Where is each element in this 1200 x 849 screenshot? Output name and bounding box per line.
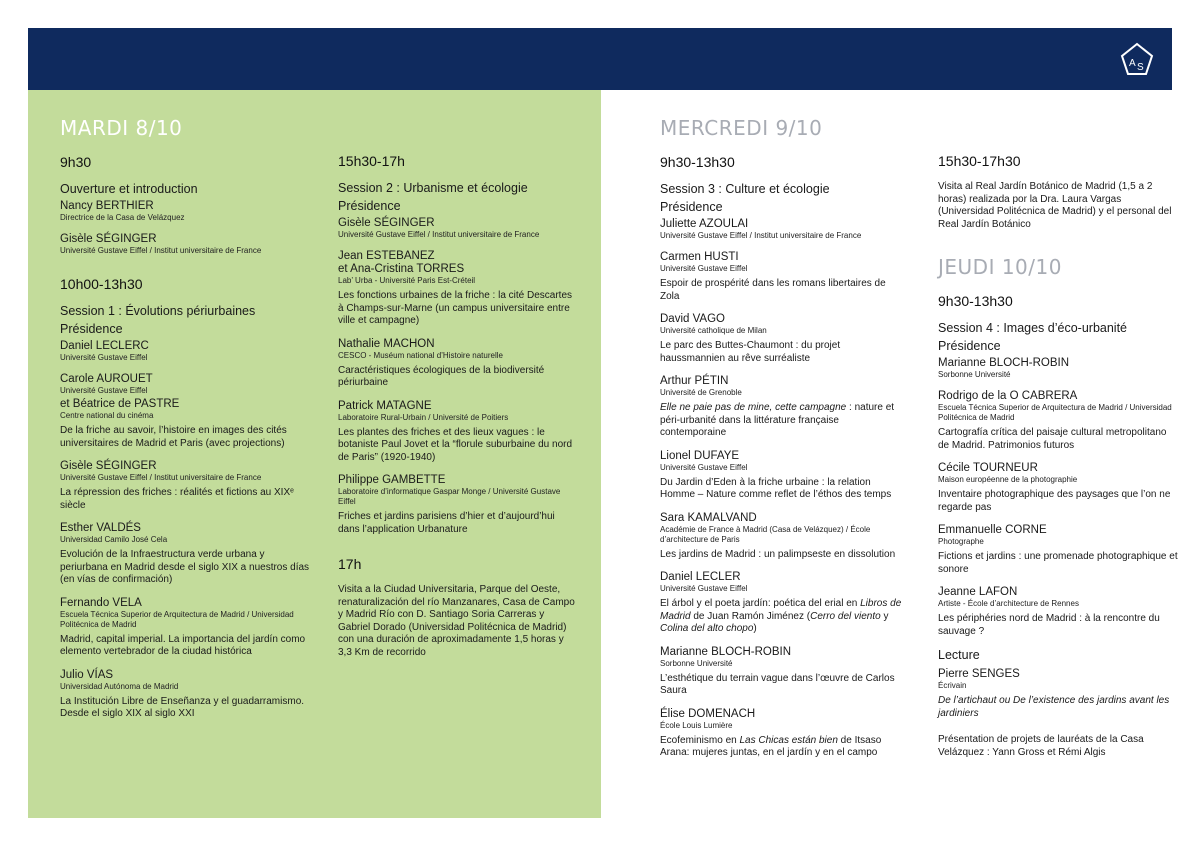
speaker-name: Cécile TOURNEUR bbox=[938, 462, 1038, 474]
talk-title bbox=[660, 735, 905, 760]
speaker-name: Emmanuelle CORNE bbox=[938, 524, 1047, 536]
talk-title-italic: Elle ne paie pas de mine, cette campagne bbox=[660, 402, 847, 413]
speaker-name: et Béatrice de PASTRE bbox=[60, 398, 180, 410]
speaker-affiliation: Escuela Técnica Superior de Arquitectura de Madrid / Universidad Politécnica de Madrid bbox=[938, 403, 1172, 422]
speaker-affiliation: Directrice de la Casa de Velázquez bbox=[60, 213, 185, 222]
talk-title-part: Ecofeminismo en bbox=[660, 734, 740, 746]
speaker-entry bbox=[660, 571, 905, 636]
speaker-affiliation: École Louis Lumière bbox=[660, 720, 733, 730]
talk-title: Caractéristiques écologiques de la biodiversité périurbaine bbox=[338, 364, 545, 388]
speaker-affiliation: Université Gustave Eiffel / Institut universitaire de France bbox=[338, 230, 540, 239]
talk-title-italic: Libros de Madrid bbox=[660, 598, 902, 622]
speaker-affiliation: Université Gustave Eiffel / Institut universitaire de France bbox=[60, 246, 262, 255]
speaker-name: Jeanne LAFON bbox=[938, 586, 1018, 598]
day-heading-tuesday: MARDI 8/10 bbox=[60, 116, 183, 140]
speaker-entry bbox=[938, 524, 1178, 576]
column-tuesday-afternoon bbox=[338, 153, 578, 659]
speaker-entry bbox=[60, 460, 310, 512]
speaker-entry bbox=[338, 474, 578, 536]
session-title: Session 2 : Urbanisme et écologie bbox=[338, 181, 528, 195]
talk-title: Cartografía crítica del paisaje cultural metropolitano de Madrid. Patrimonios futuros bbox=[938, 427, 1167, 451]
talk-title: Fictions et jardins : une promenade photographique et sonore bbox=[938, 551, 1178, 575]
speaker-entry bbox=[60, 669, 310, 721]
talk-title: Les périphéries nord de Madrid : à la rencontre du sauvage ? bbox=[938, 613, 1160, 637]
speaker-name: Élise DOMENACH bbox=[660, 707, 756, 720]
speaker-affiliation: Université de Grenoble bbox=[660, 388, 742, 397]
speaker-name: Carmen HUSTI bbox=[660, 251, 739, 263]
speaker-entry bbox=[60, 597, 310, 659]
lecture-heading: Lecture bbox=[938, 648, 980, 662]
speaker-affiliation: Maison européenne de la photographie bbox=[938, 475, 1078, 484]
speaker-affiliation: Sorbonne Université bbox=[660, 658, 733, 668]
speaker-name: Jean ESTEBANEZ bbox=[338, 250, 435, 262]
header-band bbox=[28, 28, 1172, 90]
time-slot: 10h00-13h30 bbox=[60, 276, 143, 292]
speaker-entry bbox=[60, 522, 310, 587]
time-slot: 15h30-17h30 bbox=[938, 153, 1021, 169]
day-heading-thursday: JEUDI 10/10 bbox=[938, 255, 1062, 279]
casa-velazquez-logo bbox=[1120, 42, 1154, 76]
column-wednesday-thursday bbox=[938, 153, 1178, 759]
speaker-entry bbox=[660, 512, 905, 562]
talk-title bbox=[660, 402, 905, 440]
speaker-entry bbox=[938, 668, 1178, 720]
talk-title: Evolución de la Infraestructura verde urbana y periurbana en Madrid desde el siglo XIX a nuestros días (en vías de confirmación) bbox=[60, 549, 310, 585]
talk-title: De la friche au savoir, l’histoire en images des cités universitaires de Madrid et Paris (avec projections) bbox=[60, 425, 287, 449]
speaker-affiliation: Université Gustave Eiffel bbox=[60, 353, 148, 362]
session-title: Session 1 : Évolutions périurbaines bbox=[60, 304, 256, 318]
speaker-name: Daniel LECLERC bbox=[60, 340, 149, 352]
time-slot: 9h30-13h30 bbox=[938, 293, 1013, 309]
speaker-affiliation: Centre national du cinéma bbox=[60, 411, 154, 420]
speaker-affiliation: Université Gustave Eiffel bbox=[60, 386, 148, 395]
speaker-entry bbox=[660, 450, 905, 502]
talk-title bbox=[938, 695, 1178, 720]
speaker-affiliation: Laboratoire Rural-Urbain / Université de Poitiers bbox=[338, 412, 509, 422]
speaker-affiliation: Artiste - École d’architecture de Rennes bbox=[938, 599, 1079, 608]
presidency-label: Présidence bbox=[60, 322, 123, 336]
time-slot: 9h30-13h30 bbox=[660, 154, 735, 170]
talk-title-italic: Las Chicas están bien bbox=[739, 734, 838, 746]
talk-title: Les plantes des friches et des lieux vagues : le botaniste Paul Jovet et la “florule suburbaine du nord de Paris” (1920-1940) bbox=[338, 426, 573, 463]
speaker-name: Julio VÍAS bbox=[60, 668, 114, 681]
speaker-affiliation: Université Gustave Eiffel bbox=[660, 462, 748, 472]
presidency-label: Présidence bbox=[660, 200, 723, 214]
talk-title-part: de Juan Ramón Jiménez ( bbox=[690, 610, 811, 622]
talk-title: Du Jardin d’Eden à la friche urbaine : la relation Homme – Nature comme reflet de l’éthos des temps bbox=[660, 476, 892, 500]
speaker-name: Daniel LECLER bbox=[660, 571, 741, 583]
speaker-affiliation: Université Gustave Eiffel bbox=[660, 264, 748, 273]
speaker-name: Marianne BLOCH-ROBIN bbox=[660, 645, 792, 658]
speaker-name: Philippe GAMBETTE bbox=[338, 474, 446, 486]
day-heading-wednesday: MERCREDI 9/10 bbox=[660, 116, 823, 140]
speaker-entry bbox=[938, 586, 1178, 638]
speaker-name: Carole AUROUET bbox=[60, 373, 153, 385]
talk-title: La Institución Libre de Enseñanza y el guadarramismo. Desde el siglo XIX al siglo XXI bbox=[60, 695, 305, 719]
talk-title: L’esthétique du terrain vague dans l’œuvre de Carlos Saura bbox=[660, 672, 895, 696]
speaker-name: Rodrigo de la O CABRERA bbox=[938, 390, 1078, 402]
svg-text:A: A bbox=[1129, 58, 1136, 69]
speaker-entry bbox=[338, 338, 578, 390]
talk-title-part: y bbox=[880, 610, 889, 622]
speaker-affiliation: Universidad Autónoma de Madrid bbox=[60, 681, 179, 691]
column-wednesday bbox=[660, 116, 905, 770]
talk-title: Le parc des Buttes-Chaumont : du projet haussmannien au rêve surréaliste bbox=[660, 340, 841, 364]
talk-title-part: ) bbox=[753, 623, 757, 634]
speaker-name: Nancy BERTHIER bbox=[60, 200, 154, 212]
speaker-entry bbox=[60, 340, 310, 363]
closing-presentation: Présentation de projets de lauréats de la Casa Velázquez : Yann Gross et Rémi Algis bbox=[938, 734, 1144, 758]
speaker-name: et Ana-Cristina TORRES bbox=[338, 263, 465, 275]
speaker-name: Juliette AZOULAI bbox=[660, 218, 749, 230]
opening-title: Ouverture et introduction bbox=[60, 182, 198, 196]
visit-description: Visita al Real Jardín Botánico de Madrid (1,5 a 2 horas) realizada por la Dra. Laura Vargas (Universidad Politécnica de Madrid) y el personal del Real Jardín Botánico bbox=[938, 181, 1172, 230]
talk-title: Friches et jardins parisiens d’hier et d’aujourd’hui dans l’application Urbanature bbox=[338, 511, 555, 535]
speaker-name: Patrick MATAGNE bbox=[338, 399, 432, 412]
speaker-name: Sara KAMALVAND bbox=[660, 511, 757, 524]
speaker-entry bbox=[938, 462, 1178, 514]
session-title: Session 3 : Culture et écologie bbox=[660, 182, 830, 196]
visit-description: Visita a la Ciudad Universitaria, Parque del Oeste, renaturalización del río Manzanares, Casa de Campo y Madrid Río con D. Santiago Soria Carreras y Gabriel Dorado (Universidad Politécnica de Madrid) con una duración de aproximadamente 1,5 horas y 3,3 Km de recorrido bbox=[338, 584, 575, 658]
speaker-entry bbox=[660, 218, 905, 241]
talk-title: Les fonctions urbaines de la friche : la cité Descartes à Champs-sur-Marne (un campus universitaire entre ville et campagne) bbox=[338, 290, 573, 326]
speaker-entry bbox=[660, 646, 905, 698]
speaker-name: Fernando VELA bbox=[60, 596, 142, 609]
talk-title: Les jardins de Madrid : un palimpseste en dissolution bbox=[660, 548, 896, 560]
speaker-affiliation: Université catholique de Milan bbox=[660, 326, 767, 335]
speaker-affiliation: Lab’ Urba - Université Paris Est-Créteil bbox=[338, 276, 476, 285]
speaker-affiliation: Escuela Técnica Superior de Arquitectura de Madrid / Universidad Politécnica de Madrid bbox=[60, 609, 294, 629]
talk-title-part: El árbol y el poeta jardín: poética del erial en bbox=[660, 598, 861, 609]
speaker-name: Nathalie MACHON bbox=[338, 337, 435, 350]
talk-title-italic: Cerro del viento bbox=[810, 610, 881, 622]
speaker-affiliation: Université Gustave Eiffel bbox=[660, 584, 748, 593]
speaker-name: Gisèle SÉGINGER bbox=[60, 233, 157, 245]
time-slot: 15h30-17h bbox=[338, 153, 405, 169]
speaker-entry bbox=[60, 373, 310, 450]
talk-title: Inventaire photographique des paysages que l’on ne regarde pas bbox=[938, 489, 1171, 513]
talk-title-rest: : nature et péri-urbanité dans la littérature française contemporaine bbox=[660, 402, 895, 438]
speaker-affiliation: Sorbonne Université bbox=[938, 370, 1011, 379]
speaker-entry bbox=[660, 251, 905, 303]
speaker-entry bbox=[338, 400, 578, 465]
talk-title bbox=[660, 598, 905, 636]
speaker-name: Gisèle SÉGINGER bbox=[60, 460, 157, 472]
speaker-entry bbox=[338, 217, 578, 240]
talk-title-part: de Itsaso Arana: mujeres juntas, en el jardín y en el campo bbox=[660, 734, 882, 758]
talk-title: Madrid, capital imperial. La importancia del jardín como elemento vertebrador de la ciudad histórica bbox=[60, 633, 306, 657]
speaker-name: Gisèle SÉGINGER bbox=[338, 217, 435, 229]
speaker-entry bbox=[938, 357, 1178, 380]
time-slot: 17h bbox=[338, 556, 362, 572]
speaker-affiliation: Laboratoire d’informatique Gaspar Monge / Université Gustave Eiffel bbox=[338, 487, 561, 506]
speaker-affiliation: Université Gustave Eiffel / Institut universitaire de France bbox=[660, 231, 862, 240]
speaker-affiliation: CESCO - Muséum national d’Histoire naturelle bbox=[338, 350, 503, 360]
column-tuesday-morning bbox=[60, 116, 310, 731]
talk-title-italic: Colina del alto chopo bbox=[660, 623, 754, 634]
presidency-label: Présidence bbox=[938, 339, 1001, 353]
speaker-entry bbox=[60, 233, 310, 256]
talk-title: La répression des friches : réalités et fictions au XIXᵉ siècle bbox=[60, 487, 294, 511]
talk-title: Espoir de prospérité dans les romans libertaires de Zola bbox=[660, 278, 886, 302]
speaker-affiliation: Écrivain bbox=[938, 681, 967, 690]
speaker-affiliation: Académie de France à Madrid (Casa de Velázquez) / École d’architecture de Paris bbox=[660, 524, 871, 544]
speaker-entry bbox=[660, 375, 905, 440]
speaker-affiliation: Photographe bbox=[938, 537, 984, 546]
speaker-name: Pierre SENGES bbox=[938, 668, 1020, 680]
speaker-affiliation: Université Gustave Eiffel / Institut universitaire de France bbox=[60, 473, 262, 482]
speaker-entry bbox=[338, 250, 578, 328]
svg-text:S: S bbox=[1137, 62, 1144, 73]
speaker-name: David VAGO bbox=[660, 313, 725, 325]
speaker-affiliation: Universidad Camilo José Cela bbox=[60, 535, 168, 544]
speaker-entry bbox=[660, 708, 905, 760]
speaker-entry bbox=[938, 390, 1178, 452]
session-title: Session 4 : Images d’éco-urbanité bbox=[938, 321, 1127, 335]
speaker-name: Esther VALDÉS bbox=[60, 522, 141, 534]
time-slot: 9h30 bbox=[60, 154, 92, 170]
speaker-name: Arthur PÉTIN bbox=[660, 375, 729, 387]
speaker-name: Lionel DUFAYE bbox=[660, 449, 740, 462]
presidency-label: Présidence bbox=[338, 199, 401, 213]
speaker-name: Marianne BLOCH-ROBIN bbox=[938, 357, 1070, 369]
speaker-entry bbox=[660, 313, 905, 365]
talk-title-italic: De l’artichaut ou De l’existence des jardins avant les jardiniers bbox=[938, 695, 1170, 719]
speaker-entry bbox=[60, 200, 310, 223]
